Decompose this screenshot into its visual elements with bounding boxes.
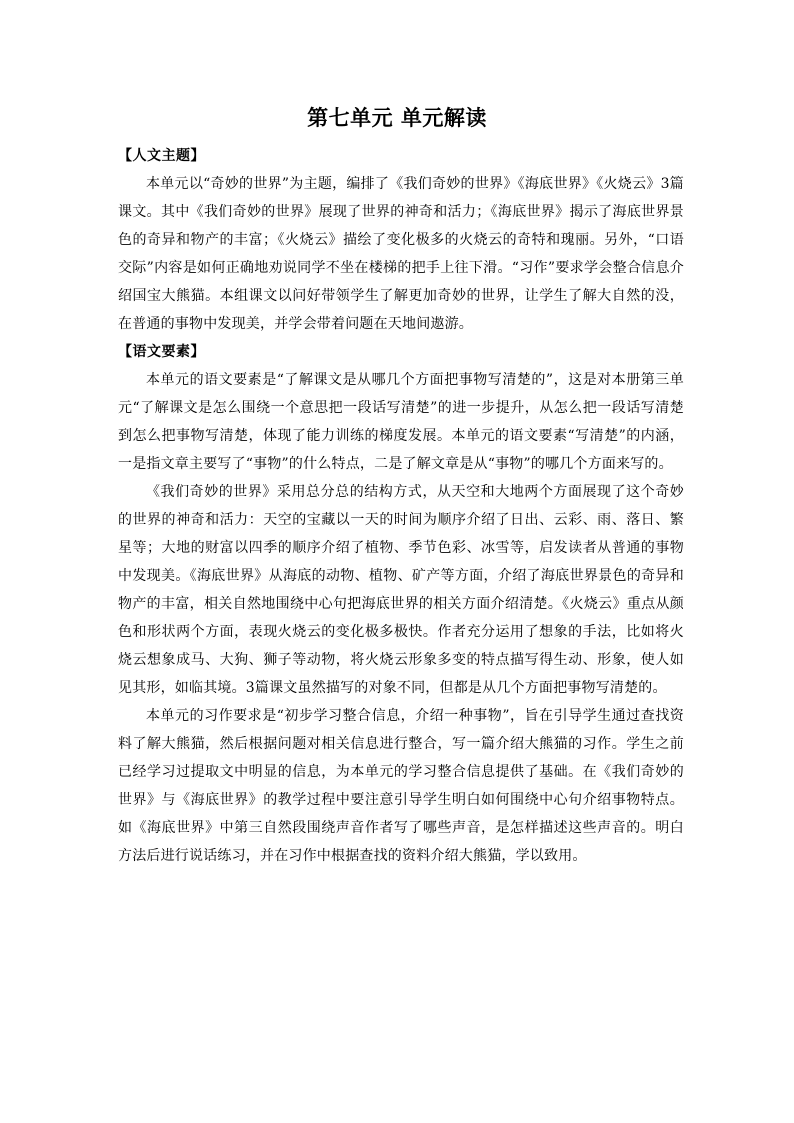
section-language-elements [118, 338, 684, 870]
paragraph: 本单元的语文要素是“了解课文是从哪几个方面把事物写清楚的”，这是对本册第三单元“了解课文是怎么围绕一个意思把一段话写清楚”的进一步提升，从怎么把一段话写清楚到怎么把事物写清楚，体现了能力训练的梯度发展。本单元的语文要素“写清楚”的内涵，一是指文章主要写了“事物”的什么特点，二是了解文章是从“事物”的哪几个方面来写的。 [118, 372, 684, 472]
section-heading-language-elements: 【语文要素】 [118, 344, 205, 360]
paragraph: 本单元以“奇妙的世界”为主题，编排了《我们奇妙的世界》《海底世界》《火烧云》3篇课文。其中《我们奇妙的世界》展现了世界的神奇和活力；《海底世界》揭示了海底世界景色的奇异和物产的丰富；《火烧云》描绘了变化极多的火烧云的奇特和瑰丽。另外，“口语交际”内容是如何正确地劝说同学不坐在楼梯的把手上往下滑。“习作”要求学会整合信息介绍国宝大熊猫。本组课文以问好带领学生了解更加奇妙的世界，让学生了解大自然的没，在普通的事物中发现美，并学会带着问题在天地间遨游。 [118, 176, 684, 332]
document-body [118, 142, 684, 870]
paragraph: 本单元的习作要求是“初步学习整合信息，介绍一种事物”，旨在引导学生通过查找资料了解大熊猫，然后根据问题对相关信息进行整合，写一篇介绍大熊猫的习作。学生之前已经学习过提取文中明显的信息，为本单元的学习整合信息提供了基础。在《我们奇妙的世界》与《海底世界》的教学过程中要注意引导学生明白如何围绕中心句介绍事物特点。如《海底世界》中第三自然段围绕声音作者写了哪些声音，是怎样描述这些声音的。明白方法后进行说话练习，并在习作中根据查找的资料介绍大熊猫，学以致用。 [118, 708, 684, 864]
page-title: 第七单元 单元解读 [307, 106, 487, 130]
section-humanistic-theme [118, 142, 684, 338]
paragraph: 《我们奇妙的世界》采用总分总的结构方式，从天空和大地两个方面展现了这个奇妙的世界的神奇和活力：天空的宝藏以一天的时间为顺序介绍了日出、云彩、雨、落日、繁星等；大地的财富以四季的顺序介绍了植物、季节色彩、冰雪等，启发读者从普通的事物中发现美。《海底世界》从海底的动物、植物、矿产等方面，介绍了海底世界景色的奇异和物产的丰富，相关自然地围绕中心句把海底世界的相关方面介绍清楚。《火烧云》重点从颜色和形状两个方面，表现火烧云的变化极多极快。作者充分运用了想象的手法，比如将火烧云想象成马、大狗、狮子等动物，将火烧云形象多变的特点描写得生动、形象，使人如见其形，如临其境。3篇课文虽然描写的对象不同，但都是从几个方面把事物写清楚的。 [118, 484, 684, 696]
section-heading-humanistic-theme: 【人文主题】 [118, 148, 205, 164]
